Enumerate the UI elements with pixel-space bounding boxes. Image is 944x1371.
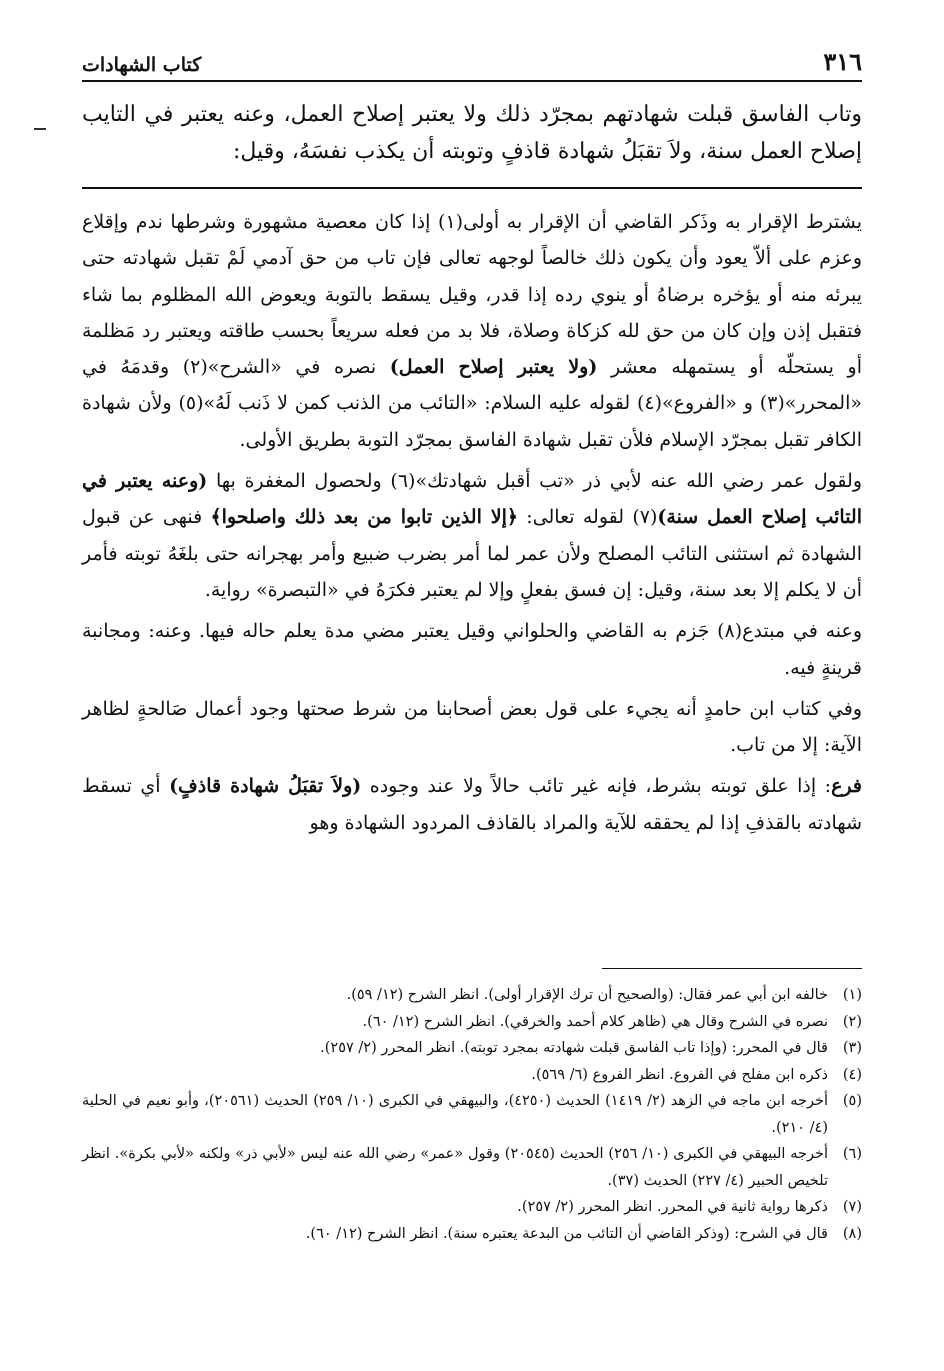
book-title: كتاب الشهادات	[82, 54, 202, 76]
footnote-number: (٣)	[842, 1040, 862, 1056]
matn-quote: (ولا يعتبر إصلاح العمل)	[389, 356, 598, 379]
footnote-text: قال في الشرح: (وذكر القاضي أن التائب من البدعة يعتبره سنة). انظر الشرح (١٢/ ٦٠).	[305, 1225, 828, 1242]
footnote-text: خالفه ابن أبي عمر فقال: (والصحيح أن ترك الإقرار أولى). انظر الشرح (١٢/ ٥٩).	[346, 987, 828, 1003]
footnotes	[82, 982, 862, 1247]
matn-quote: (ولاَ تقبَلُ شهادة قاذفٍ)	[169, 775, 362, 798]
quran-verse: ﴿إلا الذين تابوا من بعد ذلك واصلحوا﴾	[210, 506, 518, 529]
footnote-number: (٦)	[842, 1146, 862, 1162]
footnote-text: أخرجه ابن ماجه في الزهد (٢/ ١٤١٩) الحديث (٤٢٥٠)، والبيهقي في الكبرى (١٠/ ٢٥٩) الحديث (٢٠٥٦١)، وأبو نعيم في الحلية (٤/ ٢١٠).	[82, 1093, 828, 1136]
footnote-number: (٢)	[842, 1013, 862, 1030]
section-label: فرع	[831, 775, 862, 798]
footnote-text: قال في المحرر: (وإذا تاب الفاسق قبلت شهادته بمجرد توبته). انظر المحرر (٢/ ٢٥٧).	[320, 1040, 828, 1056]
main-separator	[82, 187, 862, 189]
footnote-number: (٥)	[842, 1093, 862, 1109]
footnote-number: (٨)	[842, 1225, 862, 1242]
footnote-text: نصره في الشرح وقال هي (ظاهر كلام أحمد والخرقي). انظر الشرح (١٢/ ٦٠).	[362, 1013, 828, 1030]
matn-quote: (وعنه يعتبر في التائب إصلاح العمل سنة)	[82, 470, 862, 529]
footnote	[82, 1088, 862, 1141]
footnote	[82, 1221, 862, 1248]
main-text-paragraph: وتاب الفاسق قبلت شهادتهم بمجرّد ذلك ولا يعتبر إصلاح العمل، وعنه يعتبر في التايب إصلاح العمل سنة، ولاَ تقبَلُ شهادة قاذفٍ وتوبته أن يكذب نفسَهُ، وقيل:	[82, 102, 862, 164]
footnote	[82, 1062, 862, 1089]
footnote-separator	[602, 968, 862, 969]
footnote-number: (١)	[842, 987, 862, 1003]
commentary-paragraph-5: فرع: إذا علق توبته بشرط، فإنه غير تائب حالاً ولا عند وجوده (ولاَ تقبَلُ شهادة قاذفٍ) أي تسقط شهادته بالقذفِ إذا لم يحققه للآية والمراد بالقاذف المردود الشهادة وهو	[82, 775, 862, 834]
footnote-marker: (١)	[438, 211, 464, 233]
commentary	[82, 204, 862, 841]
footnote	[82, 1009, 862, 1036]
footnote-text: أخرجه البيهقي في الكبرى (١٠/ ٢٥٦) الحديث (٢٠٥٤٥) وقول «عمر» رضي الله عنه ليس «لأبي ذر» ولكنه «لأبي بكرة». انظر تلخيص الحبير (٤/ ٢٢٧) الحديث (٣٧).	[82, 1146, 829, 1189]
margin-mark	[34, 128, 46, 130]
footnote-number: (٧)	[842, 1199, 862, 1215]
footnote-text: ذكرها رواية ثانية في المحرر. انظر المحرر (٢/ ٢٥٧).	[517, 1199, 828, 1215]
footnote-number: (٤)	[842, 1066, 862, 1083]
footnote-text: ذكره ابن مفلح في الفروع. انظر الفروع (٦/ ٥٦٩).	[531, 1066, 828, 1083]
commentary-paragraph-3: وعنه في مبتدع(٨) جَزم به القاضي والحلواني وقيل يعتبر مضي مدة يعلم حاله فيها. وعنه: ومجانبة قرينةٍ فيه.	[82, 620, 862, 679]
page-number: ٣١٦	[823, 47, 862, 76]
commentary-paragraph-2: ولقول عمر رضي الله عنه لأبي ذر «تب أقبل شهادتك»(٦) ولحصول المغفرة بها (وعنه يعتبر في التائب إصلاح العمل سنة)(٧) لقوله تعالى: ﴿إلا الذين تابوا من بعد ذلك واصلحوا﴾ فنهى عن قبول الشهادة ثم استثنى التائب المصلح ولأن عمر لما أمر بضرب ضبيع وأمر بهجرانه حتى بلغَهُ توبته فأمر أن لا يكلم إلا بعد سنة، وقيل: إن فسق بفعلٍ وإلا لم يعتبر فكرَهُ في «التبصرة» رواية.	[82, 470, 863, 601]
commentary-paragraph-1: يشترط الإقرار به وذَكر القاضي أن الإقرار به أولى(١) إذا كان معصية مشهورة وشرطها ندم وإقلاع وعزم على ألاّ يعود وأن يكون ذلك خالصاً لوجهه تعالى فإن تاب من حق آدمي لَمْ تقبل شهادته حتى يبرئه منه أو يؤخره برضاهُ أو ينوي رده إذا قدر، وقيل يسقط بالتوبة ويعوض الله المظلوم بما شاء فتقبل إذن وإن كان من حق لله كزكاة وصلاة، فلا بد من فعله سريعاً بحسب طاقته ويعتبر رد مَظلمة أو يستحلّه أو يستمهله معشر (ولا يعتبر إصلاح العمل) نصره في «الشرح»(٢) وقدمَهُ في «المحرر»(٣) و «الفروع»(٤) لقوله عليه السلام: «التائب من الذنب كمن لا ذَنب لَهُ»(٥) ولأن شهادة الكافر تقبل بمجرّد الإسلام فلأن تقبل شهادة الفاسق بمجرّد التوبة بطريق الأولى.	[82, 211, 862, 451]
footnote	[82, 982, 862, 1009]
footnote	[82, 1141, 862, 1194]
running-header	[82, 36, 862, 82]
footnote	[82, 1035, 862, 1062]
main-text	[82, 96, 862, 170]
footnote	[82, 1194, 862, 1221]
commentary-paragraph-4: وفي كتاب ابن حامدٍ أنه يجيء على قول بعض أصحابنا من شرط صحتها وجود أعمال صَالحةٍ لظاهر الآية: إلا من تاب.	[82, 697, 862, 757]
